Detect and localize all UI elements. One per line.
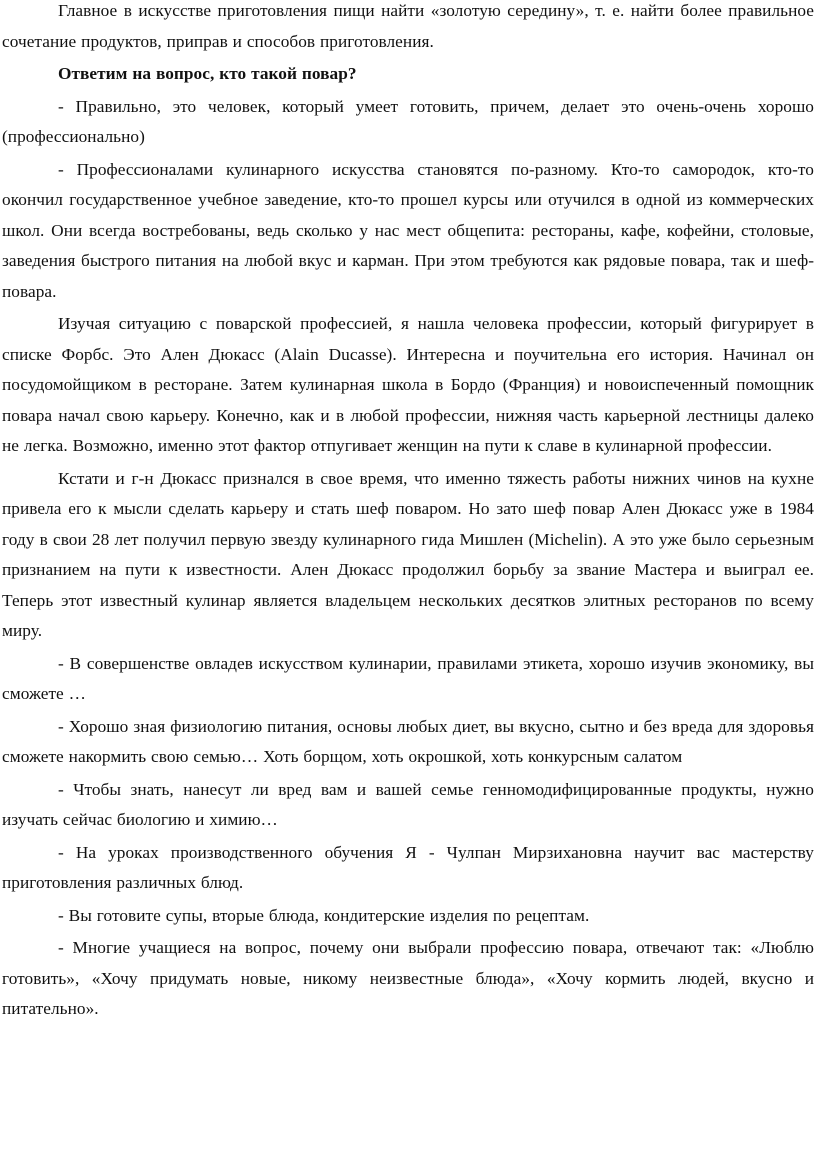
paragraph-students: - Многие учащиеся на вопрос, почему они выбрали профессию повара, отвечают так: «Люблю готовить», «Хочу придумать новые, никому неизвестные блюда», «Хочу кормить людей, вкусно и питательно». bbox=[2, 938, 814, 1018]
paragraph-biology: - Чтобы знать, нанесут ли вред вам и вашей семье генномодифицированные продукты, нужно изучать сейчас биологию и химию… bbox=[2, 779, 814, 829]
paragraph-ducasse-career: Кстати и г-н Дюкасс признался в свое время, что именно тяжесть работы нижних чинов на кухне привела его к мысли сделать карьеру и стать шеф поваром. Но зато шеф повар Ален Дюкасс уже в 1984 году в свои 28 лет получил первую звезду кулинарного гида Мишлен (Michelin). А это уже было серьезным признанием на пути к известности. Ален Дюкасс продолжил борьбу за звание Мастера и выиграл ее. Теперь этот известный кулинар является владельцем нескольких десятков элитных ресторанов по всему миру. bbox=[2, 468, 814, 640]
paragraph-professionals: - Профессионалами кулинарного искусства становятся по-разному. Кто-то самородок, кто-то окончил государственное учебное заведение, кто-то прошел курсы или отучился в одной из коммерческих школ. Они всегда востребованы, ведь сколько у нас мест общепита: рестораны, кафе, кофейни, столовые, заведения быстрого питания на любой вкус и карман. При этом требуются как рядовые повара, так и шеф-повара. bbox=[2, 159, 814, 301]
paragraph-question-heading: Ответим на вопрос, кто такой повар? bbox=[58, 64, 357, 83]
paragraph-lessons: - На уроках производственного обучения Я - Чулпан Мирзихановна научит вас мастерству приготовления различных блюд. bbox=[2, 842, 814, 892]
paragraph-culinary-mastery: - В совершенстве овладев искусством кулинарии, правилами этикета, хорошо изучив экономику, вы сможете … bbox=[2, 653, 814, 703]
paragraph-recipes: - Вы готовите супы, вторые блюда, кондитерские изделия по рецептам. bbox=[58, 905, 590, 925]
paragraph-nutrition: - Хорошо зная физиологию питания, основы любых диет, вы вкусно, сытно и без вреда для здоровья сможете накормить свою семью… Хоть борщом, хоть окрошкой, хоть конкурсным салатом bbox=[2, 716, 814, 766]
paragraph-ducasse-intro: Изучая ситуацию с поварской профессией, я нашла человека профессии, который фигурирует в списке Форбс. Это Ален Дюкасс (Alain Ducasse). Интересна и поучительна его история. Начинал он посудомойщиком в ресторане. Затем кулинарная школа в Бордо (Франция) и новоиспеченный помощник повара начал свою карьеру. Конечно, как и в любой профессии, нижняя часть карьерной лестницы далеко не легка. Возможно, именно этот фактор отпугивает женщин на пути к славе в кулинарной профессии. bbox=[2, 314, 814, 455]
paragraph-answer: - Правильно, это человек, который умеет готовить, причем, делает это очень-очень хорошо (профессионально) bbox=[2, 96, 814, 146]
paragraph-intro: Главное в искусстве приготовления пищи найти «золотую середину», т. е. найти более правильное сочетание продуктов, приправ и способов приготовления. bbox=[2, 1, 814, 51]
